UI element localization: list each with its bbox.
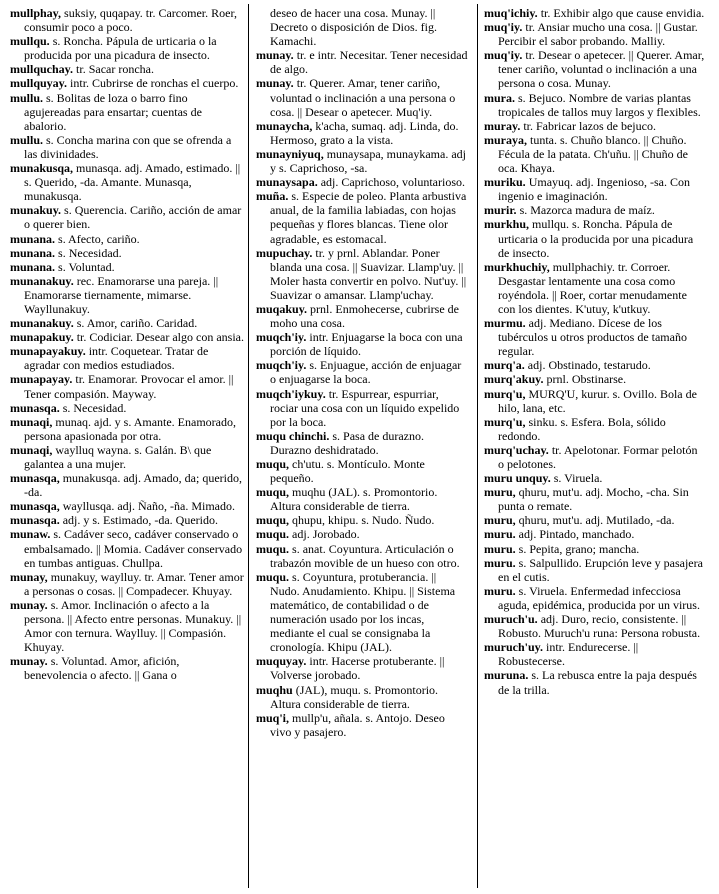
entry-headword: murir. — [484, 203, 517, 218]
entry-headword: munakusqa, — [10, 161, 74, 176]
entry-definition: munasqa. adj. Amado, estimado. || s. Querido, -da. Amante. Munasqa, munakusqa. — [24, 161, 241, 204]
dictionary-entry — [484, 20, 706, 48]
entry-headword: murq'u, — [484, 386, 526, 401]
entry-headword: murkhu, — [484, 217, 530, 232]
entry-headword: muña. — [256, 189, 289, 204]
entry-definition: s. Mazorca madura de maíz. — [516, 203, 655, 218]
entry-definition: muqhu (JAL). s. Promontorio. Altura considerable de tierra. — [270, 485, 438, 514]
entry-definition: s. Bolitas de loza o barro fino agujereadas para ensartar; cuentas de abalorio. — [24, 90, 202, 133]
entry-definition: s. Viruela. — [550, 471, 603, 486]
entry-definition: munakuy, waylluy. tr. Amar. Tener amor a personas o cosas. || Compadecer. Khuyay. — [24, 569, 244, 598]
entry-definition: s. Afecto, cariño. — [55, 231, 140, 246]
entry-definition: qhuru, mut'u. adj. Mutilado, -da. — [515, 513, 675, 528]
dictionary-entry — [484, 443, 706, 471]
entry-definition: ch'utu. s. Montículo. Monte pequeño. — [270, 457, 425, 486]
entry-definition: s. Especie de poleo. Planta arbustiva anual, de la familia labiadas, con hojas pequeñas y flores blancas. Tiene olor agradable, es estomacal. — [270, 189, 467, 246]
entry-definition: intr. Cubrirse de ronchas el cuerpo. — [67, 76, 239, 91]
entry-definition: MURQ'U, kurur. s. Ovillo. Bola de hilo, lana, etc. — [498, 386, 697, 415]
entry-definition: adj. Obstinado, testarudo. — [524, 358, 651, 373]
dictionary-entry — [256, 76, 468, 118]
entry-definition: s. Pepita, grano; mancha. — [515, 541, 640, 556]
entry-definition: prnl. Obstinarse. — [543, 372, 627, 387]
entry-headword: muqch'iy. — [256, 330, 307, 345]
dictionary-entry — [10, 6, 244, 34]
dictionary-entry — [10, 76, 244, 90]
dictionary-entry — [10, 570, 244, 598]
dictionary-entry — [484, 640, 706, 668]
entry-headword: munay. — [256, 48, 294, 63]
entry-headword: muqakuy. — [256, 301, 308, 316]
entry-definition: tr. Ansiar mucho una cosa. || Gustar. Percibir el sabor probando. Malliy. — [498, 20, 698, 49]
entry-headword: muru, — [484, 485, 516, 500]
entry-headword: murmu. — [484, 316, 526, 331]
entry-definition: Umayuq. adj. Ingenioso, -sa. Con ingenio e imaginación. — [498, 175, 690, 204]
dictionary-entry — [10, 34, 244, 62]
entry-headword: muqch'iy. — [256, 358, 307, 373]
entry-headword: munaw. — [10, 527, 51, 542]
entry-definition: adj. Duro, recio, consistente. || Robusto. Muruch'u runa: Persona robusta. — [498, 612, 701, 641]
entry-headword: munana. — [10, 259, 56, 274]
entry-headword: mura. — [484, 90, 515, 105]
entry-headword: murq'u, — [484, 414, 526, 429]
dictionary-entry — [10, 499, 244, 513]
entry-definition: deseo de hacer una cosa. Munay. || Decreto o disposición de Dios. fig. Kamachi. — [270, 6, 437, 49]
dictionary-entry — [10, 372, 244, 400]
entry-headword: muquyay. — [256, 654, 307, 669]
entry-headword: murq'uchay. — [484, 442, 549, 457]
entry-headword: mullu. — [10, 90, 44, 105]
dictionary-entry — [256, 175, 468, 189]
dictionary-entry — [256, 48, 468, 76]
entry-headword: muqu, — [256, 485, 290, 500]
dictionary-entry — [484, 584, 706, 612]
entry-definition: munaysapa, munaykama. adj y s. Caprichoso, -sa. — [270, 146, 466, 176]
dictionary-entry — [256, 527, 468, 541]
entry-definition: s. Coyuntura, protuberancia. || Nudo. Anudamiento. Khipu. || Sistema matemático, de contabilidad o de numeración usado por los incas, mediante el cual se consignaba la cronología. Khipu (JAL). — [270, 569, 456, 655]
entry-headword: mullu. — [10, 132, 44, 147]
entry-definition: s. Viruela. Enfermedad infecciosa aguda, epidémica, producida por un virus. — [498, 583, 700, 612]
dictionary-entry — [10, 161, 244, 203]
dictionary-entry — [256, 330, 468, 358]
dictionary-entry — [10, 330, 244, 344]
entry-headword: muruna. — [484, 668, 529, 683]
entry-headword: muqu. — [256, 541, 290, 556]
entry-definition: tr. e intr. Necesitar. Tener necesidad de algo. — [270, 48, 468, 77]
dictionary-entry — [10, 513, 244, 527]
entry-definition: s. Necesidad. — [59, 400, 127, 415]
entry-definition: s. Necesidad. — [55, 245, 122, 260]
dictionary-entry — [10, 232, 244, 246]
dictionary-entry — [484, 387, 706, 415]
entry-headword: munaqi, — [10, 442, 53, 457]
dictionary-entry — [10, 316, 244, 330]
entry-definition: wayllusqa. adj. Ñaño, -ña. Mimado. — [59, 499, 235, 514]
entry-headword: muqu chinchi. — [256, 428, 330, 443]
column-3 — [484, 6, 706, 697]
entry-definition: tr. Codiciar. Desear algo con ansia. — [73, 330, 244, 345]
entry-headword: muq'ichiy. — [484, 6, 538, 20]
entry-headword: mullphay, — [10, 6, 62, 20]
entry-headword: munaqi, — [10, 414, 53, 429]
entry-headword: muqu. — [256, 527, 290, 542]
entry-definition: qhuru, mut'u. adj. Mocho, -cha. Sin punta o remate. — [498, 485, 689, 514]
entry-headword: munay, — [10, 569, 48, 584]
dictionary-entry — [256, 485, 468, 513]
entry-headword: munanakuy. — [10, 273, 74, 288]
entry-definition: tr. Enamorar. Provocar el amor. || Tener compasión. Mayway. — [24, 372, 234, 401]
dictionary-entry — [10, 62, 244, 76]
entry-definition: tr. Querer. Amar, tener cariño, voluntad o inclinación a una persona o cosa. || Desear o apetecer. Muq'iy. — [270, 76, 456, 119]
dictionary-entry — [256, 302, 468, 330]
entry-definition: tr. Sacar roncha. — [73, 62, 154, 77]
dictionary-entry — [484, 260, 706, 316]
entry-definition: s. Roncha. Pápula de urticaria o la producida por una picadura de insecto. — [24, 34, 217, 63]
entry-headword: munasqa. — [10, 513, 60, 528]
entry-headword: muruch'uy. — [484, 640, 544, 655]
entry-headword: muru. — [484, 583, 516, 598]
entry-definition: rec. Enamorarse una pareja. || Enamorarse tiernamente, mimarse. Wayllunakuy. — [24, 273, 219, 316]
entry-headword: munana. — [10, 245, 56, 260]
dictionary-entry — [256, 654, 468, 682]
entry-headword: munapayakuy. — [10, 344, 86, 359]
entry-definition: sinku. s. Esfera. Bola, sólido redondo. — [498, 414, 666, 443]
dictionary-entry — [484, 372, 706, 386]
entry-definition: mullqu. s. Roncha. Pápula de urticaria o la producida por una picadura de insecto. — [498, 217, 694, 260]
dictionary-entry — [484, 203, 706, 217]
dictionary-entry — [484, 91, 706, 119]
entry-headword: muru. — [484, 527, 516, 542]
dictionary-entry — [256, 6, 468, 48]
dictionary-entry — [484, 513, 706, 527]
dictionary-entry — [256, 358, 468, 386]
dictionary-entry — [10, 654, 244, 682]
dictionary-entry — [484, 556, 706, 584]
entry-definition: s. Concha marina con que se ofrenda a las divinidades. — [24, 132, 232, 161]
entry-headword: muq'iy. — [484, 48, 523, 63]
entry-definition: intr. Hacerse protuberante. || Volverse jorobado. — [270, 654, 445, 683]
entry-headword: muriku. — [484, 175, 526, 190]
entry-definition: tr. Exhibir algo que cause envidia. — [537, 6, 705, 20]
column-divider — [477, 4, 478, 888]
entry-headword: munay. — [10, 597, 48, 612]
dictionary-entry — [256, 387, 468, 429]
entry-headword: muq'iy. — [484, 20, 523, 35]
entry-headword: muru. — [484, 541, 516, 556]
entry-headword: muq'i, — [256, 710, 290, 725]
entry-headword: muqch'iykuy. — [256, 386, 326, 401]
entry-definition: munaq. ajd. y s. Amante. Enamorado, persona apasionada por otra. — [24, 414, 236, 443]
dictionary-entry — [10, 91, 244, 133]
entry-headword: munasqa, — [10, 499, 60, 514]
dictionary-entry — [484, 358, 706, 372]
entry-definition: s. Amor. Inclinación o afecto a la persona. || Afecto entre personas. Munakuy. || Amor con ternura. Waylluy. || Compasión. Khuyay. — [24, 597, 242, 655]
dictionary-entry — [256, 189, 468, 245]
dictionary-entry — [484, 415, 706, 443]
entry-headword: munanakuy. — [10, 316, 74, 331]
dictionary-entry — [484, 316, 706, 358]
entry-definition: s. Bejuco. Nombre de varias plantas tropicales de tallos muy largos y flexibles. — [498, 90, 701, 119]
dictionary-entry — [10, 274, 244, 316]
entry-definition: waylluq wayna. s. Galán. B\ que galantea a una mujer. — [24, 442, 212, 471]
entry-definition: (JAL), muqu. s. Promontorio. Altura considerable de tierra. — [270, 682, 439, 711]
dictionary-entry — [10, 415, 244, 443]
dictionary-entry — [484, 119, 706, 133]
dictionary-entry — [256, 513, 468, 527]
dictionary-entry — [484, 217, 706, 259]
dictionary-entry — [10, 203, 244, 231]
entry-headword: mullquyay. — [10, 76, 68, 91]
entry-headword: muqu, — [256, 457, 290, 471]
dictionary-entry — [10, 344, 244, 372]
entry-definition: munakusqa. adj. Amado, da; querido, -da. — [24, 471, 242, 500]
entry-headword: munayniyuq, — [256, 146, 324, 161]
entry-definition: intr. Endurecerse. || Robustecerse. — [498, 640, 639, 669]
entry-definition: k'acha, sumaq. adj. Linda, do. Hermoso, grato a la vista. — [270, 118, 459, 147]
dictionary-entry — [256, 147, 468, 175]
entry-definition: qhupu, khipu. s. Nudo. Ñudo. — [289, 513, 435, 528]
dictionary-entry — [256, 119, 468, 147]
entry-definition: s. Cadáver seco, cadáver conservado o embalsamado. || Momia. Cadáver conservado en tumbas antiguas. Chullpa. — [24, 527, 243, 570]
entry-definition: prnl. Enmohecerse, cubrirse de moho una cosa. — [270, 301, 459, 331]
dictionary-entry — [256, 683, 468, 711]
entry-headword: muru, — [484, 513, 516, 528]
dictionary-entry — [484, 527, 706, 541]
entry-headword: munaycha, — [256, 118, 313, 133]
entry-headword: muqu. — [256, 569, 290, 584]
entry-definition: adj. Pintado, manchado. — [515, 527, 635, 542]
dictionary-entry — [10, 598, 244, 654]
entry-headword: muru unquy. — [484, 471, 551, 486]
column-2 — [256, 6, 468, 739]
entry-headword: munay. — [10, 654, 48, 669]
dictionary-entry — [484, 668, 706, 696]
entry-definition: s. anat. Coyuntura. Articulación o trabazón movible de un hueso con otro. — [270, 541, 460, 570]
entry-headword: munay. — [256, 76, 294, 91]
entry-headword: murq'a. — [484, 358, 525, 373]
dictionary-entry — [484, 175, 706, 203]
entry-definition: s. Salpullido. Erupción leve y pasajera en el cutis. — [498, 555, 703, 584]
entry-definition: s. Pasa de durazno. Durazno deshidratado. — [270, 428, 424, 457]
entry-headword: muqhu — [256, 682, 293, 697]
entry-headword: munasqa. — [10, 400, 60, 415]
entry-headword: murq'akuy. — [484, 372, 544, 387]
entry-definition: mullphachiy. tr. Corroer. Desgastar lentamente una cosa como royéndola. || Roer, cortar menudamente con los dientes. K'utuy, k'utkuy. — [498, 259, 687, 316]
entry-headword: muqu, — [256, 513, 290, 528]
entry-definition: tr. y prnl. Ablandar. Poner blanda una cosa. || Suavizar. Llamp'uy. || Moler hasta convertir en polvo. Nut'uy. || Suavizar o amansar. Llamp'uchay. — [270, 245, 467, 302]
entry-definition: tr. Desear o apetecer. || Querer. Amar, tener cariño, voluntad o inclinación a una persona o cosa. Munay. — [498, 48, 705, 91]
entry-headword: muruch'u. — [484, 612, 538, 627]
entry-definition: s. Enjuague, acción de enjuagar o enjuagarse la boca. — [270, 358, 462, 387]
entry-headword: munaysapa. — [256, 175, 318, 190]
entry-headword: munakuy. — [10, 203, 62, 218]
entry-headword: mullqu. — [10, 34, 50, 49]
entry-headword: munapayay. — [10, 372, 73, 387]
dictionary-entry — [256, 457, 468, 485]
entry-definition: mullp'u, añala. s. Antojo. Deseo vivo y pasajero. — [270, 710, 445, 739]
entry-headword: munapakuy. — [10, 330, 74, 345]
column-1 — [10, 6, 244, 683]
entry-definition: tr. Espurrear, espurriar, rociar una cosa con un líquido expelido por la boca. — [270, 386, 460, 429]
entry-definition: intr. Coquetear. Tratar de agradar con medios estudiados. — [24, 344, 209, 373]
dictionary-entry — [256, 429, 468, 457]
dictionary-entry — [484, 612, 706, 640]
dictionary-entry — [484, 48, 706, 90]
entry-headword: murkhuchiy, — [484, 259, 550, 274]
dictionary-entry — [484, 542, 706, 556]
dictionary-entry — [256, 246, 468, 302]
entry-definition: adj. Mediano. Dícese de los tubérculos u otros productos de tamaño regular. — [498, 316, 687, 359]
dictionary-entry — [484, 471, 706, 485]
entry-headword: mullquchay. — [10, 62, 74, 77]
column-divider — [248, 4, 249, 888]
entry-headword: mupuchay. — [256, 245, 313, 260]
entry-definition: tr. Apelotonar. Formar pelotón o pelotones. — [498, 442, 698, 471]
dictionary-entry — [256, 711, 468, 739]
dictionary-entry — [484, 485, 706, 513]
dictionary-entry — [10, 401, 244, 415]
entry-definition: adj. Caprichoso, voluntarioso. — [317, 175, 465, 190]
entry-definition: s. Amor, cariño. Caridad. — [73, 316, 198, 331]
entry-definition: tunta. s. Chuño blanco. || Chuño. Fécula de la patata. Ch'uñu. || Chuño de oca. Khaya. — [498, 132, 688, 176]
entry-headword: munana. — [10, 231, 56, 246]
entry-definition: adj. y s. Estimado, -da. Querido. — [59, 513, 218, 528]
entry-definition: suksiy, quqapay. tr. Carcomer. Roer, consumir poco a poco. — [24, 6, 237, 35]
entry-headword: muray. — [484, 118, 521, 133]
dictionary-entry — [256, 570, 468, 655]
dictionary-entry — [10, 527, 244, 569]
entry-definition: s. Voluntad. Amor, afición, benevolencia o afecto. || Gana o — [24, 654, 180, 683]
entry-definition: intr. Enjuagarse la boca con una porción de líquido. — [270, 330, 463, 359]
entry-definition: s. Voluntad. — [55, 259, 115, 274]
dictionary-entry — [484, 6, 706, 20]
dictionary-entry — [256, 542, 468, 570]
dictionary-entry — [10, 443, 244, 471]
dictionary-entry — [10, 133, 244, 161]
entry-headword: muraya, — [484, 132, 527, 147]
dictionary-entry — [484, 133, 706, 175]
entry-definition: adj. Jorobado. — [289, 527, 360, 542]
entry-definition: s. Querencia. Cariño, acción de amar o querer bien. — [24, 203, 242, 232]
dictionary-entry — [10, 246, 244, 260]
entry-headword: muru. — [484, 555, 516, 570]
dictionary-entry — [10, 260, 244, 274]
entry-headword: munasqa, — [10, 471, 60, 486]
entry-definition: s. La rebusca entre la paja después de la trilla. — [498, 668, 697, 697]
dictionary-entry — [10, 471, 244, 499]
entry-definition: tr. Fabricar lazos de bejuco. — [520, 118, 656, 133]
